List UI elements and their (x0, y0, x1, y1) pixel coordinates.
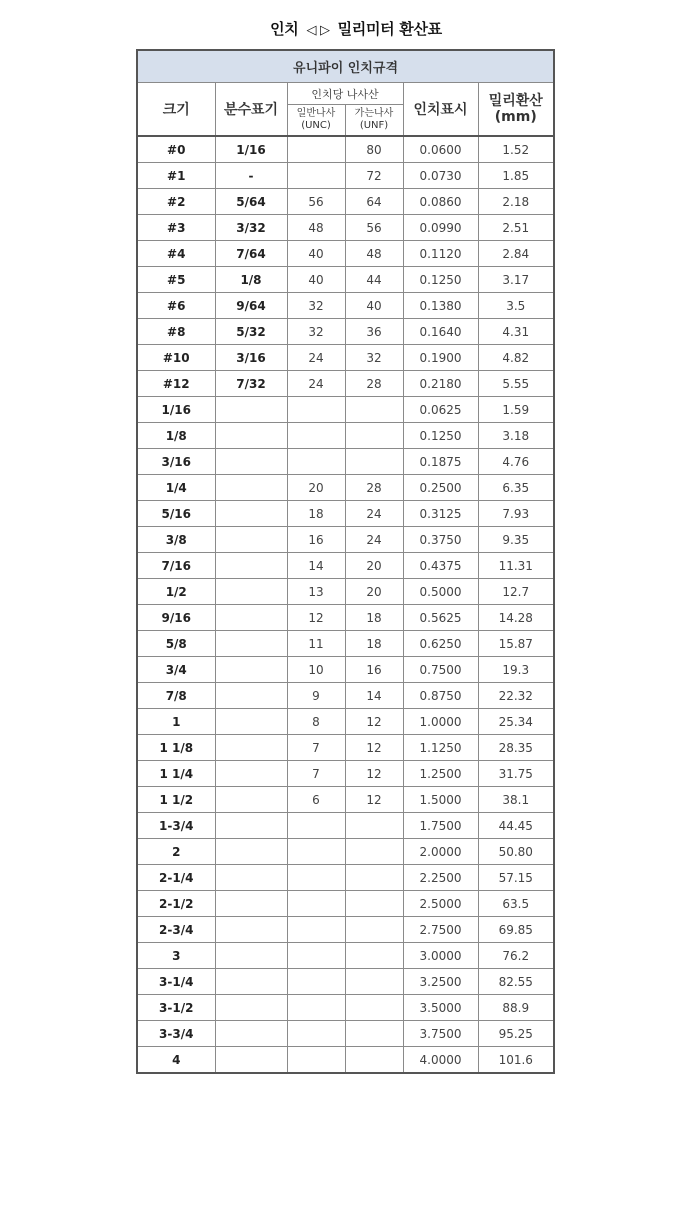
cell-unf: 44 (345, 267, 403, 293)
table-row (137, 397, 554, 423)
header-inch: 인치표시 (403, 83, 478, 137)
cell-mm: 5.55 (478, 371, 554, 397)
cell-unf (345, 397, 403, 423)
cell-size: #5 (137, 267, 215, 293)
cell-unc (287, 136, 345, 163)
cell-size: 1/8 (137, 423, 215, 449)
cell-unc: 9 (287, 683, 345, 709)
cell-mm: 57.15 (478, 865, 554, 891)
cell-unf (345, 943, 403, 969)
cell-unc: 40 (287, 267, 345, 293)
cell-mm: 31.75 (478, 761, 554, 787)
cell-unf: 20 (345, 579, 403, 605)
cell-inch: 0.3750 (403, 527, 478, 553)
table-row (137, 735, 554, 761)
cell-inch: 1.1250 (403, 735, 478, 761)
cell-fraction (215, 1047, 287, 1074)
cell-unf: 18 (345, 631, 403, 657)
cell-inch: 1.5000 (403, 787, 478, 813)
cell-unf (345, 423, 403, 449)
table-row (137, 241, 554, 267)
cell-mm: 76.2 (478, 943, 554, 969)
cell-unf (345, 969, 403, 995)
cell-inch: 0.0730 (403, 163, 478, 189)
cell-mm: 4.31 (478, 319, 554, 345)
cell-unf: 28 (345, 475, 403, 501)
cell-inch: 1.0000 (403, 709, 478, 735)
cell-inch: 0.0860 (403, 189, 478, 215)
title-inch: 인치 (270, 20, 299, 38)
cell-fraction: 9/64 (215, 293, 287, 319)
table-row (137, 631, 554, 657)
cell-fraction (215, 475, 287, 501)
cell-size: 3 (137, 943, 215, 969)
cell-fraction (215, 631, 287, 657)
cell-size: 3/8 (137, 527, 215, 553)
table-row (137, 553, 554, 579)
cell-unf (345, 813, 403, 839)
table-row (137, 761, 554, 787)
cell-mm: 1.59 (478, 397, 554, 423)
cell-unf (345, 1047, 403, 1074)
conversion-arrows-icon: ◁ ▷ (306, 23, 330, 38)
cell-unc (287, 865, 345, 891)
cell-size: 5/16 (137, 501, 215, 527)
cell-inch: 0.2500 (403, 475, 478, 501)
cell-inch: 0.1900 (403, 345, 478, 371)
cell-unf: 14 (345, 683, 403, 709)
cell-unc: 10 (287, 657, 345, 683)
cell-fraction: 7/32 (215, 371, 287, 397)
cell-unf: 56 (345, 215, 403, 241)
cell-unc (287, 917, 345, 943)
cell-inch: 2.0000 (403, 839, 478, 865)
table-row (137, 917, 554, 943)
header-unf-line1: 가는나사 (354, 108, 394, 119)
table-row (137, 709, 554, 735)
table-row (137, 787, 554, 813)
cell-fraction (215, 579, 287, 605)
cell-fraction (215, 1021, 287, 1047)
cell-mm: 69.85 (478, 917, 554, 943)
cell-inch: 0.0625 (403, 397, 478, 423)
cell-unf: 40 (345, 293, 403, 319)
cell-fraction (215, 995, 287, 1021)
cell-inch: 0.6250 (403, 631, 478, 657)
cell-fraction (215, 553, 287, 579)
cell-mm: 50.80 (478, 839, 554, 865)
cell-unc (287, 163, 345, 189)
cell-size: 3-1/2 (137, 995, 215, 1021)
cell-unf: 64 (345, 189, 403, 215)
table-row (137, 319, 554, 345)
cell-unf: 12 (345, 761, 403, 787)
cell-fraction (215, 969, 287, 995)
title-mm: 밀리미터 환산표 (337, 20, 442, 38)
cell-unc (287, 839, 345, 865)
cell-fraction (215, 761, 287, 787)
cell-inch: 0.4375 (403, 553, 478, 579)
table-row (137, 267, 554, 293)
table-row (137, 1047, 554, 1074)
table-row (137, 136, 554, 163)
table-row (137, 839, 554, 865)
cell-fraction (215, 605, 287, 631)
cell-fraction (215, 449, 287, 475)
cell-inch: 0.5000 (403, 579, 478, 605)
cell-size: 7/8 (137, 683, 215, 709)
table-row (137, 423, 554, 449)
cell-unc (287, 813, 345, 839)
cell-fraction: 7/64 (215, 241, 287, 267)
table-row (137, 371, 554, 397)
cell-unf (345, 917, 403, 943)
cell-size: #12 (137, 371, 215, 397)
cell-unc: 11 (287, 631, 345, 657)
cell-unf: 18 (345, 605, 403, 631)
cell-unc (287, 397, 345, 423)
cell-mm: 22.32 (478, 683, 554, 709)
table-row (137, 345, 554, 371)
cell-unc: 32 (287, 319, 345, 345)
cell-fraction: 3/16 (215, 345, 287, 371)
cell-inch: 0.1120 (403, 241, 478, 267)
cell-unf (345, 865, 403, 891)
cell-mm: 1.85 (478, 163, 554, 189)
cell-mm: 82.55 (478, 969, 554, 995)
cell-size: 3/16 (137, 449, 215, 475)
cell-unc: 7 (287, 761, 345, 787)
conversion-table (136, 49, 555, 1074)
cell-unf (345, 995, 403, 1021)
table-row (137, 1021, 554, 1047)
cell-fraction (215, 917, 287, 943)
header-threads-per-inch: 인치당 나사산 (287, 83, 403, 105)
cell-size: 5/8 (137, 631, 215, 657)
cell-unf: 20 (345, 553, 403, 579)
cell-mm: 3.5 (478, 293, 554, 319)
cell-size: 3-1/4 (137, 969, 215, 995)
cell-mm: 4.76 (478, 449, 554, 475)
cell-inch: 1.7500 (403, 813, 478, 839)
header-unf (345, 105, 403, 137)
cell-unc: 14 (287, 553, 345, 579)
cell-size: 2-3/4 (137, 917, 215, 943)
cell-inch: 0.1250 (403, 423, 478, 449)
cell-mm: 38.1 (478, 787, 554, 813)
cell-unc: 24 (287, 345, 345, 371)
cell-size: #3 (137, 215, 215, 241)
cell-mm: 101.6 (478, 1047, 554, 1074)
cell-inch: 0.0600 (403, 136, 478, 163)
table-row (137, 501, 554, 527)
cell-mm: 7.93 (478, 501, 554, 527)
cell-size: 2-1/4 (137, 865, 215, 891)
cell-size: #0 (137, 136, 215, 163)
cell-unc (287, 1047, 345, 1074)
cell-size: #4 (137, 241, 215, 267)
cell-size: 1/2 (137, 579, 215, 605)
cell-size: 1 1/8 (137, 735, 215, 761)
table-row (137, 475, 554, 501)
cell-unf: 36 (345, 319, 403, 345)
cell-fraction: 1/16 (215, 136, 287, 163)
header-unc (287, 105, 345, 137)
cell-unc (287, 995, 345, 1021)
cell-unc: 40 (287, 241, 345, 267)
header-mm (478, 83, 554, 137)
cell-inch: 3.2500 (403, 969, 478, 995)
cell-mm: 25.34 (478, 709, 554, 735)
table-row (137, 865, 554, 891)
cell-unc: 32 (287, 293, 345, 319)
table-row (137, 189, 554, 215)
cell-inch: 1.2500 (403, 761, 478, 787)
cell-unc (287, 449, 345, 475)
cell-size: 1/16 (137, 397, 215, 423)
cell-mm: 4.82 (478, 345, 554, 371)
cell-size: 1 (137, 709, 215, 735)
cell-inch: 0.8750 (403, 683, 478, 709)
cell-mm: 2.18 (478, 189, 554, 215)
cell-mm: 2.84 (478, 241, 554, 267)
table-body (137, 136, 554, 1073)
cell-unc (287, 969, 345, 995)
header-mm-line1: 밀리환산 (488, 93, 543, 109)
table-row (137, 449, 554, 475)
cell-fraction: 5/32 (215, 319, 287, 345)
cell-unc: 8 (287, 709, 345, 735)
cell-unf (345, 449, 403, 475)
cell-unc: 56 (287, 189, 345, 215)
cell-unc: 48 (287, 215, 345, 241)
header-unf-line2: (UNF) (359, 120, 389, 131)
table-banner: 유니파이 인치규격 (137, 50, 554, 83)
table-row (137, 215, 554, 241)
cell-inch: 0.7500 (403, 657, 478, 683)
cell-fraction (215, 865, 287, 891)
cell-unc: 20 (287, 475, 345, 501)
cell-mm: 63.5 (478, 891, 554, 917)
cell-fraction (215, 813, 287, 839)
cell-fraction (215, 943, 287, 969)
table-row (137, 605, 554, 631)
cell-size: #6 (137, 293, 215, 319)
cell-unc: 16 (287, 527, 345, 553)
cell-fraction: 1/8 (215, 267, 287, 293)
cell-unf: 48 (345, 241, 403, 267)
cell-mm: 44.45 (478, 813, 554, 839)
cell-mm: 88.9 (478, 995, 554, 1021)
cell-fraction (215, 787, 287, 813)
table-row (137, 891, 554, 917)
table-row (137, 683, 554, 709)
header-mm-line2: (mm) (494, 109, 537, 125)
cell-fraction (215, 735, 287, 761)
cell-size: #8 (137, 319, 215, 345)
cell-size: 3/4 (137, 657, 215, 683)
cell-size: #2 (137, 189, 215, 215)
table-row (137, 579, 554, 605)
cell-size: 1 1/4 (137, 761, 215, 787)
cell-unf: 80 (345, 136, 403, 163)
cell-inch: 3.7500 (403, 1021, 478, 1047)
cell-fraction (215, 501, 287, 527)
cell-unf: 12 (345, 787, 403, 813)
header-size: 크기 (137, 83, 215, 137)
cell-size: 9/16 (137, 605, 215, 631)
cell-fraction: 3/32 (215, 215, 287, 241)
cell-size: 2 (137, 839, 215, 865)
table-row (137, 527, 554, 553)
cell-fraction (215, 709, 287, 735)
cell-inch: 0.1875 (403, 449, 478, 475)
cell-inch: 0.1250 (403, 267, 478, 293)
cell-fraction (215, 657, 287, 683)
cell-size: 1/4 (137, 475, 215, 501)
header-unc-line1: 일반나사 (296, 108, 336, 119)
header-unc-line2: (UNC) (301, 120, 331, 131)
cell-inch: 3.5000 (403, 995, 478, 1021)
cell-mm: 1.52 (478, 136, 554, 163)
cell-size: #1 (137, 163, 215, 189)
cell-inch: 2.2500 (403, 865, 478, 891)
table-row (137, 969, 554, 995)
cell-mm: 3.18 (478, 423, 554, 449)
cell-unc: 18 (287, 501, 345, 527)
cell-unc (287, 1021, 345, 1047)
cell-fraction (215, 839, 287, 865)
cell-inch: 0.2180 (403, 371, 478, 397)
cell-unf: 24 (345, 527, 403, 553)
cell-unf: 16 (345, 657, 403, 683)
cell-inch: 0.5625 (403, 605, 478, 631)
cell-inch: 2.7500 (403, 917, 478, 943)
cell-fraction: - (215, 163, 287, 189)
cell-unf: 24 (345, 501, 403, 527)
table-row (137, 943, 554, 969)
cell-inch: 4.0000 (403, 1047, 478, 1074)
cell-fraction (215, 527, 287, 553)
cell-mm: 19.3 (478, 657, 554, 683)
cell-mm: 15.87 (478, 631, 554, 657)
header-fraction: 분수표기 (215, 83, 287, 137)
cell-size: 7/16 (137, 553, 215, 579)
cell-unc: 7 (287, 735, 345, 761)
cell-fraction: 5/64 (215, 189, 287, 215)
cell-mm: 6.35 (478, 475, 554, 501)
cell-mm: 11.31 (478, 553, 554, 579)
cell-fraction (215, 891, 287, 917)
table-row (137, 995, 554, 1021)
cell-mm: 9.35 (478, 527, 554, 553)
cell-fraction (215, 423, 287, 449)
cell-unc: 6 (287, 787, 345, 813)
cell-inch: 0.0990 (403, 215, 478, 241)
cell-size: 1-3/4 (137, 813, 215, 839)
cell-inch: 2.5000 (403, 891, 478, 917)
cell-inch: 0.1640 (403, 319, 478, 345)
cell-unc: 24 (287, 371, 345, 397)
cell-unc (287, 891, 345, 917)
cell-inch: 0.1380 (403, 293, 478, 319)
cell-unc: 13 (287, 579, 345, 605)
cell-mm: 2.51 (478, 215, 554, 241)
table-row (137, 813, 554, 839)
cell-size: 1 1/2 (137, 787, 215, 813)
cell-unf: 32 (345, 345, 403, 371)
cell-unf (345, 891, 403, 917)
cell-mm: 3.17 (478, 267, 554, 293)
cell-mm: 12.7 (478, 579, 554, 605)
cell-size: 2-1/2 (137, 891, 215, 917)
table-row (137, 657, 554, 683)
cell-unc (287, 943, 345, 969)
cell-unc: 12 (287, 605, 345, 631)
cell-mm: 95.25 (478, 1021, 554, 1047)
cell-inch: 0.3125 (403, 501, 478, 527)
cell-unf (345, 1021, 403, 1047)
cell-unf: 12 (345, 735, 403, 761)
cell-inch: 3.0000 (403, 943, 478, 969)
cell-mm: 28.35 (478, 735, 554, 761)
cell-unf (345, 839, 403, 865)
cell-fraction (215, 683, 287, 709)
cell-unc (287, 423, 345, 449)
cell-size: 3-3/4 (137, 1021, 215, 1047)
cell-unf: 28 (345, 371, 403, 397)
cell-fraction (215, 397, 287, 423)
cell-mm: 14.28 (478, 605, 554, 631)
cell-unf: 72 (345, 163, 403, 189)
table-row (137, 293, 554, 319)
cell-unf: 12 (345, 709, 403, 735)
table-row (137, 163, 554, 189)
page-title (0, 18, 700, 39)
cell-size: #10 (137, 345, 215, 371)
cell-size: 4 (137, 1047, 215, 1074)
